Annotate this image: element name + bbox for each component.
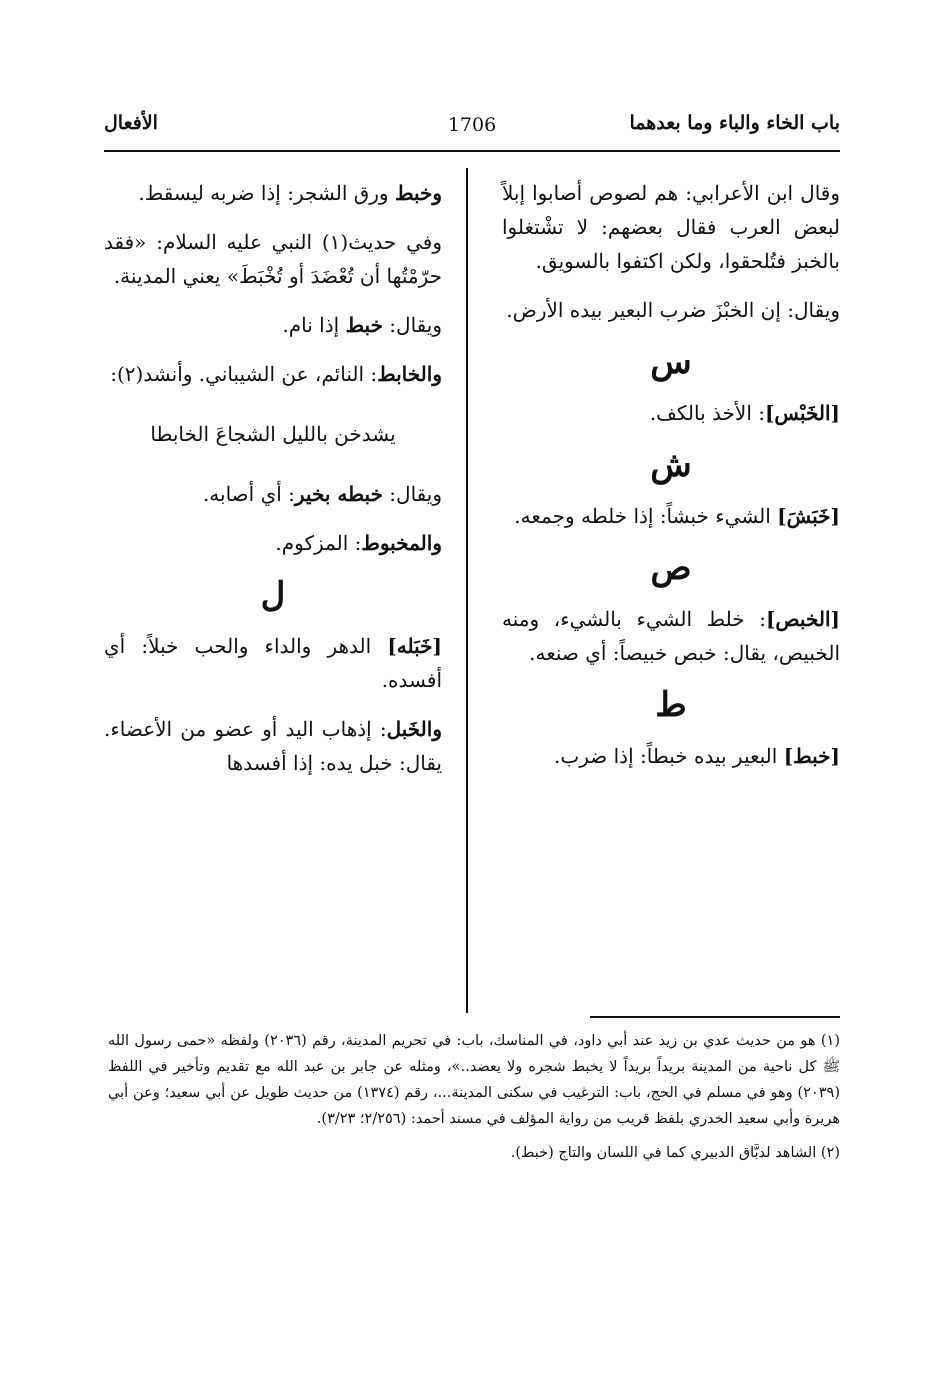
lemma: [خَبَشَ]: [777, 504, 840, 528]
header-rule: [104, 150, 840, 152]
section-heading-lam: ل: [260, 575, 286, 615]
page-number: 1706: [447, 114, 497, 136]
lemma: [الخَبْس]: [764, 401, 840, 425]
lemma: [خبط]: [783, 744, 840, 768]
column-divider: [466, 168, 468, 1013]
entry: [الخَبْس]: الأخذ بالكف.: [649, 401, 840, 425]
section-heading-shin: ش: [650, 445, 692, 485]
section-heading-sin: س: [650, 342, 692, 382]
footnote-2: (٢) الشاهد لدبَّاق الدبيري كما في اللسان والتاج (خبط).: [510, 1145, 840, 1161]
lemma: [خَبَله]: [387, 634, 442, 658]
left-column: [104, 176, 442, 795]
entry: وخبط ورق الشجر: إذا ضربه ليسقط.: [138, 181, 442, 205]
footnotes: [108, 1028, 840, 1174]
chapter-title: باب الخاء والباء وما بعدهما: [629, 112, 840, 134]
entry: ويقال: خبطه بخير: أي أصابه.: [202, 482, 442, 506]
paragraph: وفي حديث(١) النبي عليه السلام: «فقد حرّمْتُها أن تُعْضَدَ أو تُخْبَطَ» يعني المدينة.: [104, 230, 442, 288]
section-heading-ta: ط: [655, 685, 687, 725]
footnote-rule: [590, 1016, 840, 1018]
verse-line: يشدخن بالليل الشجاعَ الخابطا: [150, 422, 396, 446]
entry: [خَبَشَ] الشيء خبشاً: إذا خلطه وجمعه.: [514, 504, 840, 528]
entry: [خَبَله] الدهر والداء والحب خبلاً: أي أفسده.: [104, 634, 442, 692]
page-header: [104, 112, 840, 146]
entry: [خبط] البعير بيده خبطاً: إذا ضرب.: [554, 744, 840, 768]
book-section-title: الأفعال: [104, 112, 158, 134]
section-heading-sad: ص: [650, 548, 692, 588]
entry: [الخبص]: خلط الشيء بالشيء، ومنه الخبيص، يقال: خبص خبيصاً: أي صنعه.: [502, 607, 840, 665]
paragraph: وقال ابن الأعرابي: هم لصوص أصابوا إبلاً لبعض العرب فقال بعضهم: لا تشْتغلوا بالخبز فتُلحقوا، ولكن اكتفوا بالسويق.: [502, 181, 840, 273]
right-column: [502, 176, 840, 788]
entry: ويقال: خبط إذا نام.: [282, 313, 442, 337]
paragraph: ويقال: إن الخبْزَ ضرب البعير بيده الأرض.: [506, 298, 840, 322]
entry: والخَبل: إذهاب اليد أو عضو من الأعضاء. يقال: خبل يده: إذا أفسدها: [104, 717, 442, 775]
footnote-1: (١) هو من حديث عدي بن زيد عند أبي داود، في المناسك، باب: في تحريم المدينة، رقم (٢٠٣٦) ولفظه «حمى رسول الله ﷺ كل ناحية من المدينة بريداً بريداً لا يخبط شجره ولا يعضد..»، ومثله عن جابر بن عبد الله مع تقديم وتأخير في اللفظ (٢٠٣٩) وهو في مسلم في الحج، باب: الترغيب في سكنى المدينة...، رقم (١٣٧٤) من حديث طويل عن أبي سعيد؛ وعن أبي هريرة وأبي سعيد الخدري بلفظ قريب من رواية المؤلف في مسند أحمد: (٢/٢٥٦؛ ٣/٢٣).: [108, 1033, 840, 1127]
entry: والخابط: النائم، عن الشيباني. وأنشد(٢):: [110, 362, 442, 386]
entry: والمخبوط: المزكوم.: [275, 531, 442, 555]
lemma: [الخبص]: [765, 607, 840, 631]
